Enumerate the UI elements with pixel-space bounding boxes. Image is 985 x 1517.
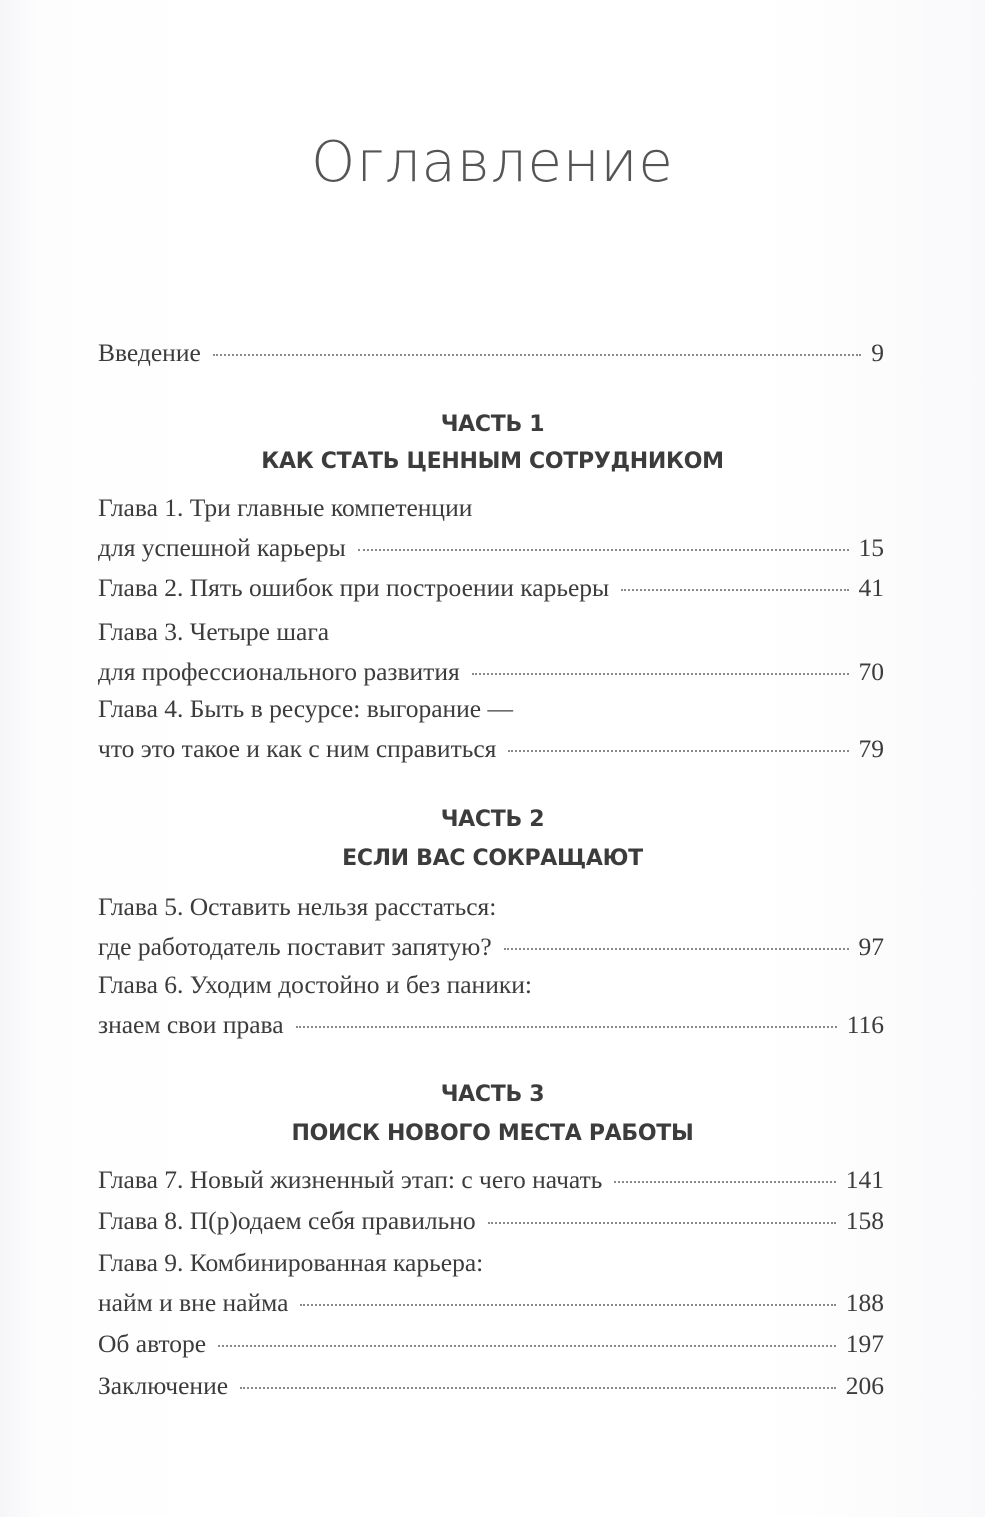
- toc-entry-conclusion[interactable]: [98, 1366, 884, 1406]
- entry-title: Глава 7. Новый жизненный этап: с чего начать: [98, 1165, 603, 1194]
- toc-entry-introduction[interactable]: [98, 333, 884, 373]
- page-number: 70: [858, 657, 884, 686]
- toc-line: [98, 887, 884, 927]
- dot-leader: [296, 1025, 837, 1028]
- entry-title-continued: для успешной карьеры: [98, 533, 346, 562]
- toc-line: [98, 965, 884, 1005]
- toc-line: [98, 1243, 884, 1283]
- entry-title: Введение: [98, 338, 201, 367]
- dot-leader: [358, 548, 849, 551]
- page-title: Оглавление: [311, 130, 674, 195]
- toc-entry-chapter-1[interactable]: [98, 488, 884, 568]
- toc-entry-chapter-5[interactable]: [98, 887, 884, 967]
- toc-line: [98, 488, 884, 528]
- entry-title: Глава 3. Четыре шага: [98, 617, 330, 646]
- part-2-title: ЕСЛИ ВАС СОКРАЩАЮТ: [342, 846, 643, 871]
- entry-title-continued: для профессионального развития: [98, 657, 460, 686]
- entry-title: Заключение: [98, 1371, 229, 1400]
- dot-leader: [300, 1303, 835, 1306]
- dot-leader: [508, 749, 848, 752]
- part-3-label: ЧАСТЬ 3: [440, 1082, 545, 1107]
- toc-line: [98, 1160, 884, 1200]
- entry-title: Глава 4. Быть в ресурсе: выгорание —: [98, 694, 513, 723]
- entry-title-continued: найм и вне найма: [98, 1288, 289, 1317]
- toc-line: [98, 568, 884, 608]
- toc-entry-chapter-7[interactable]: [98, 1160, 884, 1200]
- toc-line: [98, 652, 884, 692]
- dot-leader: [240, 1386, 836, 1389]
- toc-line: [98, 1283, 884, 1323]
- toc-entry-chapter-2[interactable]: [98, 568, 884, 608]
- page-number: 141: [845, 1165, 884, 1194]
- toc-line: [98, 729, 884, 769]
- toc-line: [98, 1366, 884, 1406]
- toc-line: [98, 1005, 884, 1045]
- entry-title: Глава 8. П(р)одаем себя правильно: [98, 1206, 476, 1235]
- toc-line: [98, 612, 884, 652]
- entry-title: Глава 6. Уходим достойно и без паники:: [98, 970, 532, 999]
- dot-leader: [213, 353, 861, 356]
- toc-line: [98, 333, 884, 373]
- page-number: 206: [845, 1371, 884, 1400]
- toc-entry-chapter-6[interactable]: [98, 965, 884, 1045]
- toc-line: [98, 689, 884, 729]
- dot-leader: [218, 1344, 836, 1347]
- page-number: 9: [871, 338, 884, 367]
- page-number: 116: [846, 1010, 884, 1039]
- dot-leader: [504, 947, 849, 950]
- entry-title-continued: что это такое и как с ним справиться: [98, 734, 497, 763]
- toc-line: [98, 1201, 884, 1241]
- page-number: 188: [845, 1288, 884, 1317]
- entry-title: Глава 5. Оставить нельзя расстаться:: [98, 892, 497, 921]
- dot-leader: [621, 588, 848, 591]
- toc-entry-chapter-9[interactable]: [98, 1243, 884, 1323]
- page-number: 97: [858, 932, 884, 961]
- page-number: 197: [845, 1329, 884, 1358]
- dot-leader: [488, 1221, 836, 1224]
- dot-leader: [472, 672, 849, 675]
- toc-entry-chapter-8[interactable]: [98, 1201, 884, 1241]
- entry-title-continued: знаем свои права: [98, 1010, 284, 1039]
- dot-leader: [614, 1180, 835, 1183]
- toc-entry-chapter-3[interactable]: [98, 612, 884, 692]
- toc-line: [98, 927, 884, 967]
- page-number: 79: [858, 734, 884, 763]
- page-number: 41: [858, 573, 884, 602]
- entry-title: Глава 1. Три главные компетенции: [98, 493, 473, 522]
- part-1-label: ЧАСТЬ 1: [440, 412, 545, 437]
- part-1-title: КАК СТАТЬ ЦЕННЫМ СОТРУДНИКОМ: [261, 449, 724, 474]
- entry-title-continued: где работодатель поставит запятую?: [98, 932, 492, 961]
- toc-line: [98, 528, 884, 568]
- part-2-label: ЧАСТЬ 2: [440, 807, 545, 832]
- part-3-title: ПОИСК НОВОГО МЕСТА РАБОТЫ: [291, 1121, 694, 1146]
- page-number: 158: [845, 1206, 884, 1235]
- entry-title: Об авторе: [98, 1329, 207, 1358]
- page-number: 15: [858, 533, 884, 562]
- toc-entry-about-author[interactable]: [98, 1324, 884, 1364]
- entry-title: Глава 2. Пять ошибок при построении карьеры: [98, 573, 610, 602]
- entry-title: Глава 9. Комбинированная карьера:: [98, 1248, 484, 1277]
- toc-line: [98, 1324, 884, 1364]
- toc-entry-chapter-4[interactable]: [98, 689, 884, 769]
